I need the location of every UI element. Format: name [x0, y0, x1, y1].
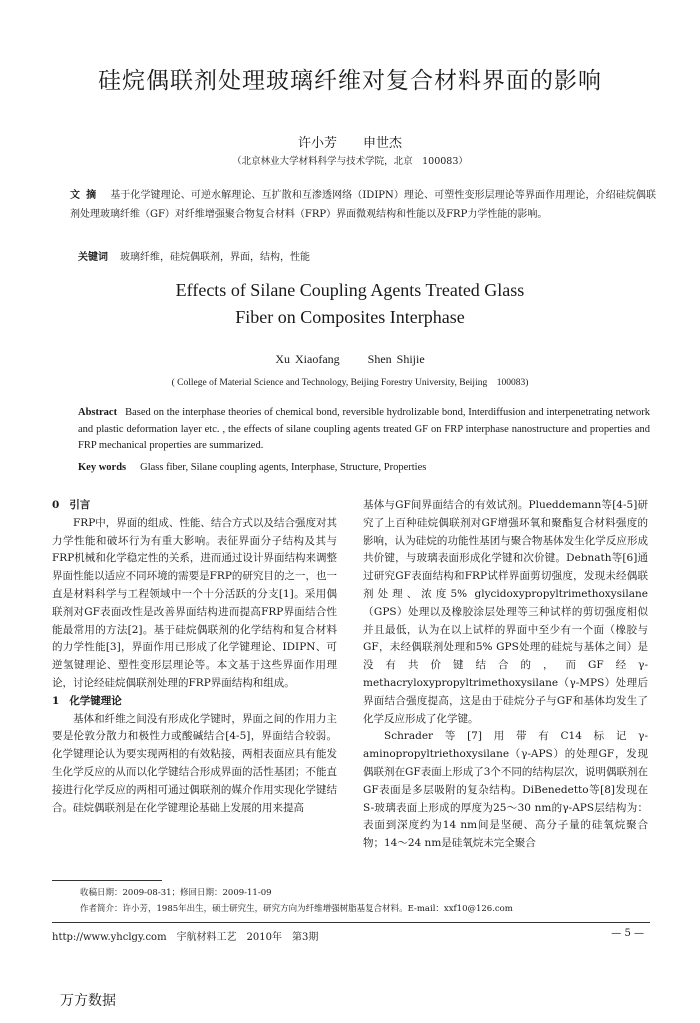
paragraph: FRP中，界面的组成、性能、结合方式以及结合强度对其力学性能和破坏行为有重大影响。表征界面分子结构及其与FRP机械和化学稳定性的关系，进而通过设计界面结构来调整界面性能以适应不同环境的需要是FRP的研究目的之一，也一直是材料科学与工程领域中一个十分活跃的分支[1]。采用偶联剂对GF表面改性是改善界面结构进而提高FRP界面结合性能最常用的方法[2]。基于硅烷偶联剂的化学结构和复合材料的力学性能[3]，界面作用已形成了化学键理论、IDIPN、可逆氢键理论、塑性变形层理论等。本文基于这些界面作用理论，讨论经硅烷偶联剂处理的FRP界面结构和组成。 [52, 516, 337, 689]
paragraph: Schrader等[7]用带有C14标记γ- aminopropyltriethoxysilane（γ-APS）的处理GF，发现偶联剂在GF表面上形成了3个不同的结构层次，说明偶联剂在GF表面是多层吸附的复杂结构。DiBenedetto等[8]发现在S-玻璃表面上形成的厚度为25～30 nm的γ-APS层结构为：表面到深度约为14 nm间是坚硬、高分子量的硅氧烷聚合物；14～24 nm是硅氧烷未完全聚合 [363, 730, 648, 850]
abstract-english-text: Based on the interphase theories of chemical bond, reversible hydrolizable bond, Interdiffusion and interpenetrating network and plastic deformation layer etc. , the effects of silane coupling agents treated GF on FRP interphase nanostructure and properties and FRP mechanical properties are summarized. [78, 407, 650, 451]
body-column-left [52, 497, 337, 817]
section-number: 0 [52, 499, 60, 511]
paragraph: 基体和纤维之间没有形成化学键时，界面之间的作用力主要是伦敦分散力和极性力或酸碱结合[4-5]，界面结合较弱。化学键理论认为要实现两相的有效粘接，两相表面应具有能发生化学反应的从而以化学键结合形成界面的活性基团；不能直接进行化学反应的两相可通过偶联剂的媒介作用实现化学键结合。硅烷偶联剂是在化学键理论基础上发展的用来提高 [52, 712, 337, 814]
affiliation-chinese: （北京林业大学材料科学与技术学院，北京 100083） [232, 156, 468, 167]
abstract-chinese-text: 基于化学键理论、可逆水解理论、互扩散和互渗透网络（IDIPN）理论、可塑性变形层理论等界面作用理论，介绍硅烷偶联剂处理玻璃纤维（GF）对纤维增强聚合物复合材料（FRP）界面微观结构和性能以及FRP力学性能的影响。 [70, 190, 657, 220]
keywords-english-label: Key words [78, 462, 127, 473]
page-footer [52, 928, 650, 943]
body-column-right [363, 497, 648, 853]
section-number: 1 [52, 694, 60, 707]
section-heading-chemical-bond [52, 693, 337, 711]
abstract-english-label: Abstract [78, 407, 118, 418]
author-2: Shen Shijie [367, 352, 425, 366]
footer-divider [52, 922, 650, 923]
keywords-chinese [78, 248, 648, 263]
keywords-chinese-label: 关键词 [78, 252, 108, 263]
keywords-english [78, 462, 650, 473]
author-1: Xu Xiaofang [275, 352, 340, 366]
abstract-english [78, 405, 650, 455]
footer-journal: http://www.yhclgy.com 宇航材料工艺 2010年 第3期 [52, 932, 319, 943]
paragraph: 基体与GF间界面结合的有效试剂。Plueddemann等[4-5]研究了上百种硅烷偶联剂对GF增强环氧和聚酯复合材料强度的影响，认为硅烷的功能性基团与聚合物基体发生化学反应形成共价键，与玻璃表面形成化学键和次价键。Debnath等[6]通过研究GF表面结构和FRP试样界面剪切强度，发现未经偶联剂处理、浓度5% glycidoxypropyltrimethoxysilane（GPS）处理以及橡胶涂层处理等三种试样的剪切强度相似并且最低，认为在以上试样的界面中至少有一个面（橡胶与GF，未经偶联剂处理和5% GPS处理的硅烷与基体之间）是没有共价键结合的，而GF经γ-methacryloxypropyltrimethoxysilane（γ-MPS）处理后界面结合强度提高，这是由于硅烷分子与GF和基体均发生了化学反应形成了化学键。 [363, 499, 648, 725]
affiliation-english: ( College of Material Science and Technology, Beijing Forestry University, Beijing 100083) [171, 378, 529, 388]
title-english-line1: Effects of Silane Coupling Agents Treated Glass [175, 280, 525, 300]
footnote-received: 收稿日期：2009-08-31；修回日期：2009-11-09 [80, 888, 272, 898]
section-heading-intro [52, 497, 337, 515]
authors-chinese: 许小芳 申世杰 [297, 136, 402, 151]
title-english-line2: Fiber on Composites Interphase [235, 307, 465, 327]
abstract-chinese-label: 文摘 [70, 190, 103, 201]
authors-english [0, 352, 700, 367]
title-chinese: 硅烷偶联剂处理玻璃纤维对复合材料界面的影响 [98, 68, 602, 94]
footnote-divider [52, 880, 162, 881]
title-english [0, 277, 700, 331]
section-title: 引言 [69, 499, 91, 511]
keywords-english-text: Glass fiber, Silane coupling agents, Interphase, Structure, Properties [140, 462, 427, 473]
keywords-chinese-text: 玻璃纤维，硅烷偶联剂，界面，结构，性能 [120, 252, 310, 263]
section-title: 化学键理论 [69, 694, 122, 707]
page-number: — 5 — [611, 928, 644, 939]
footnote-author-info: 作者简介：许小芳，1985年出生，硕士研究生，研究方向为纤维增强树脂基复合材料。E-mail：xxf10@126.com [80, 904, 513, 914]
abstract-chinese [70, 186, 656, 224]
watermark: 万方数据 [60, 993, 116, 1009]
